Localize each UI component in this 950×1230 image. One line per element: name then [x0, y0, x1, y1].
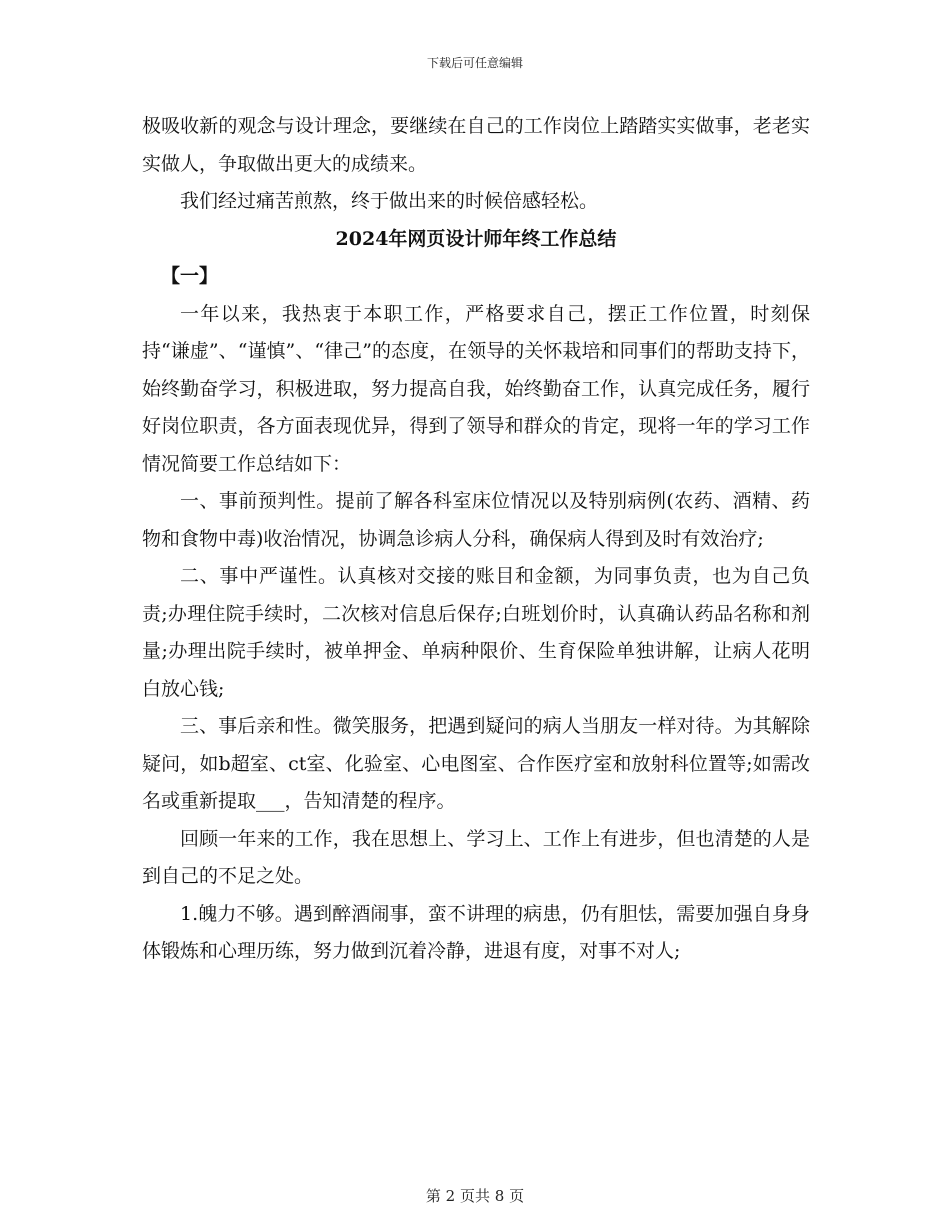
document-title: 2024年网页设计师年终工作总结 — [335, 227, 617, 250]
paragraph: 一、事前预判性。提前了解各科室床位情况以及特别病例(农药、酒精、药物和食物中毒)收治情况，协调急诊病人分科，确保病人得到及时有效治疗; — [142, 490, 810, 550]
paragraph: 二、事中严谨性。认真核对交接的账目和金额，为同事负责，也为自己负责;办理住院手续时，二次核对信息后保存;白班划价时，认真确认药品名称和剂量;办理出院手续时，被单押金、单病种限价、生育保险单独讲解，让病人花明白放心钱; — [142, 565, 810, 700]
paragraph: 三、事后亲和性。微笑服务，把遇到疑问的病人当朋友一样对待。为其解除疑问，如b超室、ct室、化验室、心电图室、合作医疗室和放射科位置等;如需改名或重新提取___，告知清楚的程序。 — [142, 715, 810, 812]
paragraph: 一年以来，我热衷于本职工作，严格要求自己，摆正工作位置，时刻保持“谦虚”、“谨慎”、“律己”的态度，在领导的关怀栽培和同事们的帮助支持下，始终勤奋学习，积极进取，努力提高自我，始终勤奋工作，认真完成任务，履行好岗位职责，各方面表现优异，得到了领导和群众的肯定，现将一年的学习工作情况简要工作总结如下： — [142, 302, 810, 475]
section-heading: 【一】 — [161, 265, 219, 287]
paragraph: 我们经过痛苦煎熬，终于做出来的时候倍感轻松。 — [180, 190, 599, 212]
paragraph: 回顾一年来的工作，我在思想上、学习上、工作上有进步，但也清楚的人是到自己的不足之处。 — [142, 827, 810, 887]
document-body — [142, 108, 810, 971]
paragraph-continuation: 极吸收新的观念与设计理念，要继续在自己的工作岗位上踏踏实实做事，老老实实做人，争取做出更大的成绩来。 — [142, 115, 810, 175]
page-header: 下载后可任意编辑 — [426, 56, 523, 70]
paragraph: 1.魄力不够。遇到醉酒闹事，蛮不讲理的病患，仍有胆怯，需要加强自身身体锻炼和心理历练，努力做到沉着冷静，进退有度，对事不对人; — [142, 902, 810, 962]
page-footer: 第 2 页共 8 页 — [425, 1187, 525, 1205]
